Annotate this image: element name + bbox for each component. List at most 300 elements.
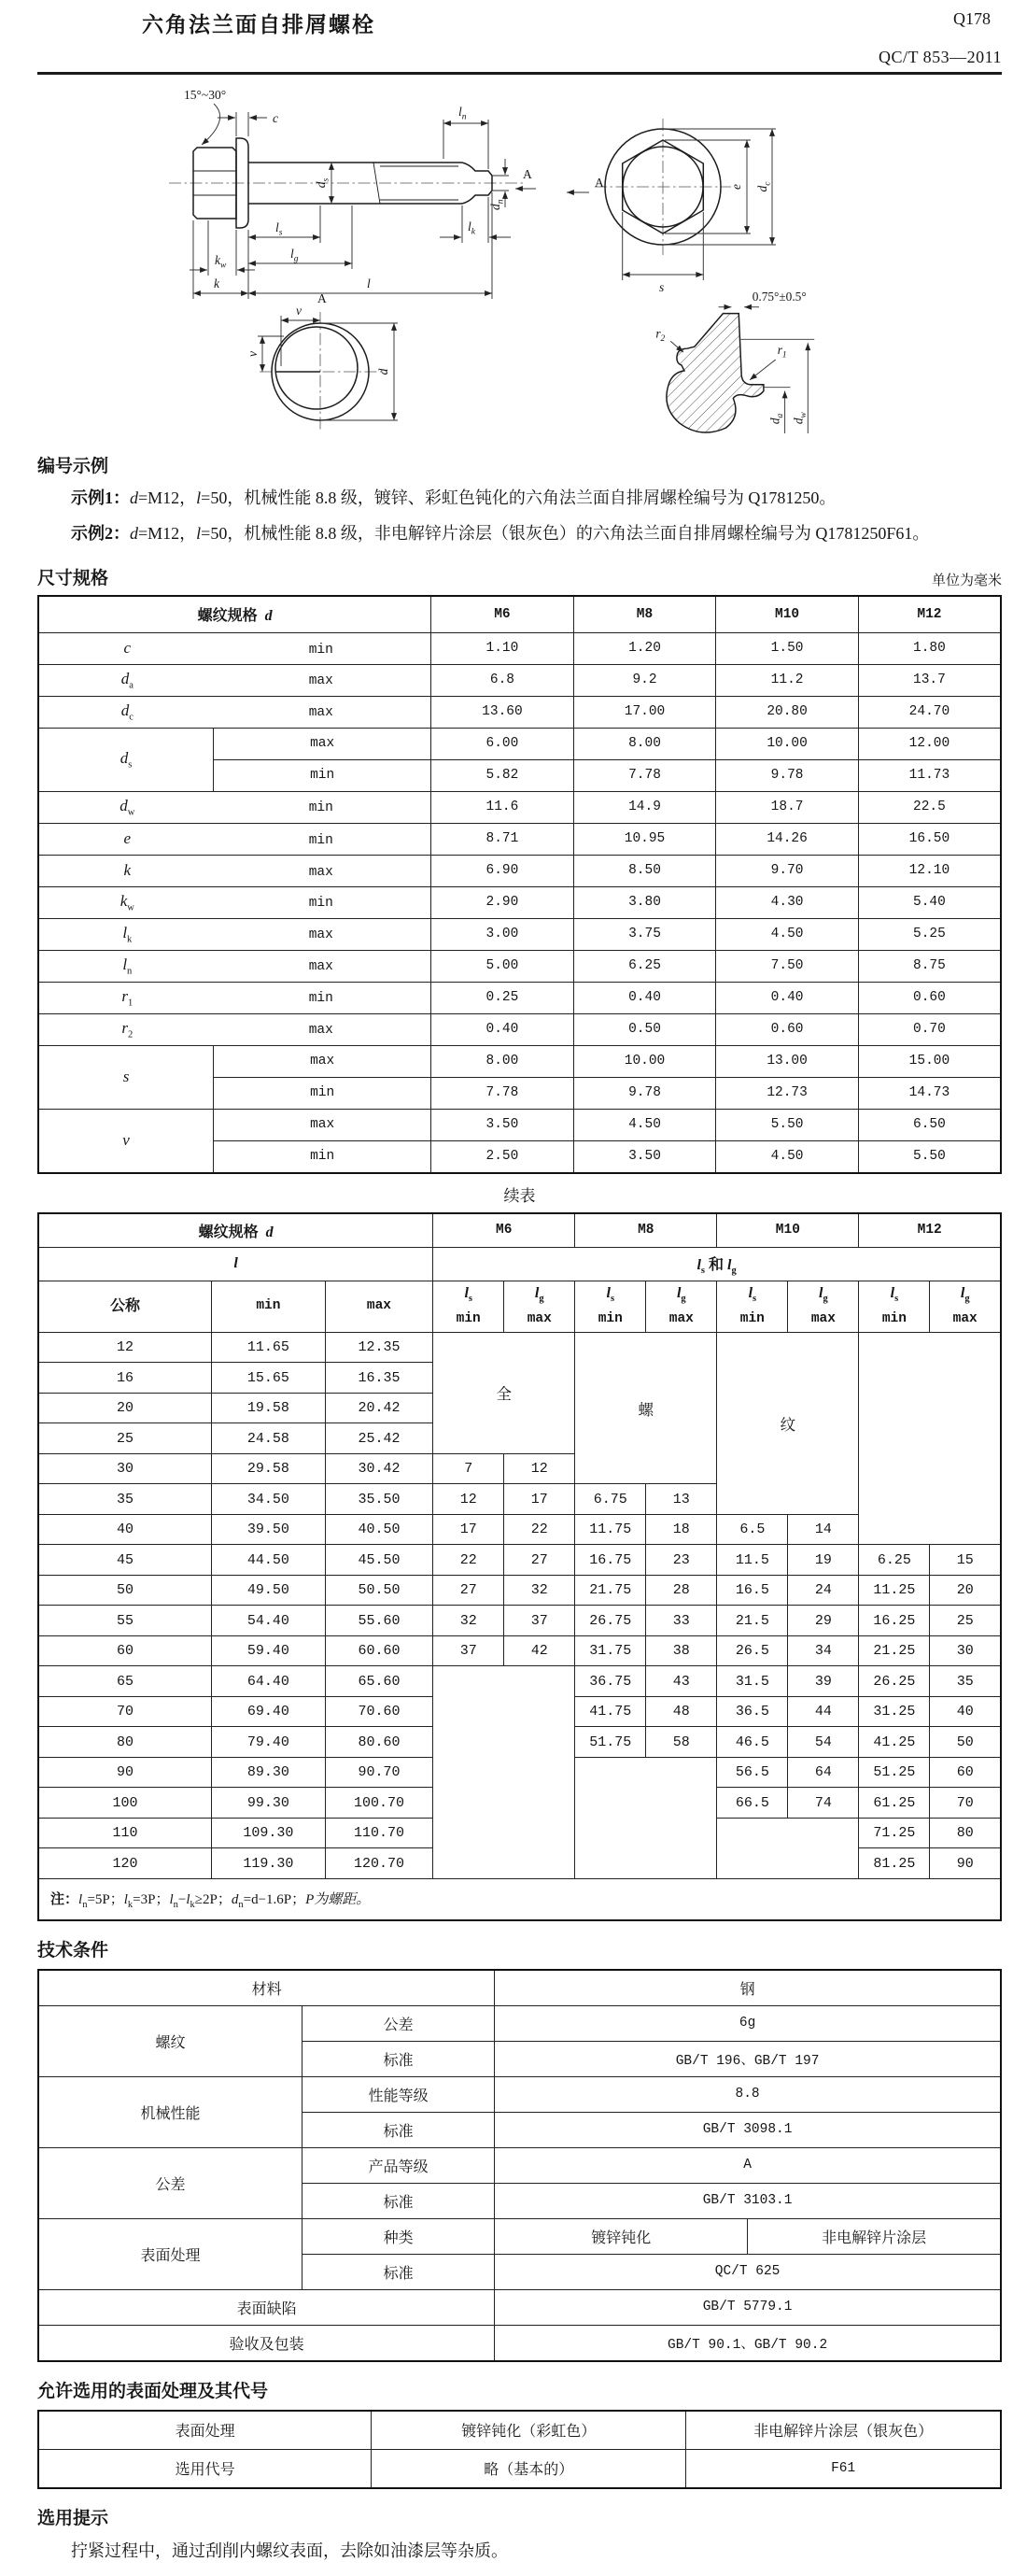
cell: 5.50 <box>858 1140 1001 1173</box>
table-row <box>38 664 1001 696</box>
cell: 24.70 <box>858 696 1001 728</box>
cell: 42 <box>504 1635 575 1666</box>
dim-label-da: $d_a$ <box>767 413 786 425</box>
cell: 66.5 <box>717 1788 788 1819</box>
cell: 8.00 <box>431 1045 574 1077</box>
page-header <box>37 7 1002 64</box>
cell: 54.40 <box>212 1606 326 1636</box>
cell: 36.75 <box>575 1666 646 1697</box>
row-label: 表面处理 <box>38 2218 302 2289</box>
row-label: c min <box>38 632 431 664</box>
centerlines <box>595 119 731 255</box>
part-code: Q178 <box>953 9 991 28</box>
r2-leader <box>670 341 683 352</box>
cell: 60 <box>930 1757 1001 1788</box>
table-row <box>38 855 1001 886</box>
cell: 70 <box>930 1788 1001 1819</box>
cell: 2.50 <box>431 1140 574 1173</box>
selection-tip-heading: 选用提示 <box>37 2508 109 2528</box>
col-header: $l_s$ 和 $l_g$ <box>433 1247 1001 1281</box>
cell: 3.00 <box>431 918 574 950</box>
cell: 0.40 <box>573 982 716 1013</box>
row-label: 标准 <box>302 2041 494 2076</box>
cell: 25.42 <box>325 1423 432 1454</box>
table-row <box>38 1635 1001 1666</box>
cell: 44.50 <box>212 1545 326 1576</box>
r1-leader <box>750 360 776 380</box>
row-label: $r_1$ min <box>38 982 431 1013</box>
cell: 7 <box>433 1453 504 1484</box>
empty-merged-cell <box>575 1757 717 1878</box>
cell: 12 <box>38 1332 212 1363</box>
row-label: 材料 <box>38 1970 495 2006</box>
cell: 11.2 <box>716 664 859 696</box>
cell: 65 <box>38 1666 212 1697</box>
row-label: 种类 <box>302 2218 494 2254</box>
c-extension-lines <box>236 112 248 136</box>
cell: 80.60 <box>325 1727 432 1758</box>
example-1: 示例1：d=M12，l=50，机械性能 8.8 级，镀锌、彩虹色钝化的六角法兰面自排屑螺栓编号为 Q1781250。 <box>71 488 837 507</box>
cell: 89.30 <box>212 1757 326 1788</box>
cell: 56.5 <box>717 1757 788 1788</box>
row-label: $k_w$ min <box>38 886 431 918</box>
cell: 90 <box>38 1757 212 1788</box>
cell: 24.58 <box>212 1423 326 1454</box>
cell: 13.7 <box>858 664 1001 696</box>
cell: 镀锌钝化 <box>495 2218 748 2254</box>
cell: 非电解锌片涂层 <box>748 2218 1001 2254</box>
table-row <box>38 950 1001 982</box>
table-row <box>38 728 1001 759</box>
unit-note: 单位为毫米 <box>931 573 1002 588</box>
selection-tip-text: 拧紧过程中，通过刮削内螺纹表面，去除如油漆层等杂质。 <box>71 2541 508 2560</box>
row-label: $d_w$ min <box>38 791 431 823</box>
cell: 39 <box>788 1666 859 1697</box>
col-header: M10 <box>716 596 859 633</box>
row-label: 表面处理 <box>38 2411 372 2450</box>
row-label: 验收及包装 <box>38 2325 495 2361</box>
table-row <box>38 982 1001 1013</box>
dim-label-dn: $d_n$ <box>488 199 506 210</box>
cell: 30.42 <box>325 1453 432 1484</box>
cell: 48 <box>646 1696 717 1727</box>
cell: 6.8 <box>431 664 574 696</box>
col-header: M8 <box>575 1213 717 1248</box>
row-label: 标准 <box>302 2254 494 2289</box>
cell: 3.50 <box>431 1109 574 1140</box>
row-label: 表面缺陷 <box>38 2289 495 2325</box>
cell: 10.95 <box>573 823 716 855</box>
cell: 14.73 <box>858 1077 1001 1109</box>
cell: 30 <box>930 1635 1001 1666</box>
cell: 22 <box>504 1514 575 1545</box>
table-row <box>38 2076 1001 2112</box>
limit-cell: max <box>214 1109 431 1140</box>
cell: 15.00 <box>858 1045 1001 1077</box>
cell: 110.70 <box>325 1818 432 1848</box>
row-label: s <box>38 1045 214 1109</box>
flange-section-shape <box>667 314 764 432</box>
table-row <box>38 1666 1001 1697</box>
col-header: M6 <box>431 596 574 633</box>
cell: 12.73 <box>716 1077 859 1109</box>
cell: 19 <box>788 1545 859 1576</box>
cell: 15.65 <box>212 1363 326 1394</box>
table-row <box>38 1970 1001 2006</box>
cell: 6.50 <box>858 1109 1001 1140</box>
full-thread-cell: 螺 <box>575 1332 717 1484</box>
cell: 27 <box>504 1545 575 1576</box>
cell: 32 <box>433 1606 504 1636</box>
cell: 6.25 <box>859 1545 930 1576</box>
dim-label-flange-angle: 0.75°±0.5° <box>752 289 807 304</box>
dim-label-k: k <box>214 276 219 290</box>
cell: 11.75 <box>575 1514 646 1545</box>
cell: 74 <box>788 1788 859 1819</box>
cell: 29 <box>788 1606 859 1636</box>
table-row <box>38 1332 1001 1363</box>
dim-label-lg: $l_g$ <box>290 247 299 264</box>
row-label: e min <box>38 823 431 855</box>
standard-number: QC/T 853—2011 <box>878 48 1002 66</box>
figure-block <box>37 75 1002 439</box>
figure-bolt-side-view <box>135 78 537 312</box>
dim-label-r2: $r_2$ <box>655 326 666 344</box>
dim-label-chamfer-angle: 15°~30° <box>184 88 227 102</box>
cell: 4.30 <box>716 886 859 918</box>
cell: GB/T 90.1、GB/T 90.2 <box>495 2325 1001 2361</box>
col-header: $l_s$ min <box>433 1281 504 1332</box>
col-header: min <box>212 1281 326 1332</box>
col-header: 螺纹规格 d <box>38 1213 433 1248</box>
view-a-label: A <box>523 167 532 181</box>
cell: 46.5 <box>717 1727 788 1758</box>
table-row <box>38 2411 1001 2450</box>
cell: GB/T 3098.1 <box>495 2112 1001 2147</box>
cell: 6.75 <box>575 1484 646 1515</box>
cell: 0.50 <box>573 1013 716 1045</box>
table-row <box>38 823 1001 855</box>
cell: 0.60 <box>716 1013 859 1045</box>
cell: 54 <box>788 1727 859 1758</box>
cell: 8.00 <box>573 728 716 759</box>
dimension-heading: 尺寸规格 <box>37 568 109 588</box>
cell: 1.80 <box>858 632 1001 664</box>
empty-merged-cell <box>859 1332 1001 1545</box>
dim-label-v-top: v <box>296 304 302 318</box>
dim-label-l: l <box>367 276 371 290</box>
col-header: $l_g$ max <box>646 1281 717 1332</box>
cell: 14.26 <box>716 823 859 855</box>
cell: 14 <box>788 1514 859 1545</box>
limit-cell: min <box>214 1077 431 1109</box>
cell: A <box>495 2147 1001 2183</box>
dim-label-c: c <box>273 111 278 125</box>
col-header: 螺纹规格 d <box>38 596 431 633</box>
table-row <box>38 1281 1001 1332</box>
cell: 13 <box>646 1484 717 1515</box>
cell: 14.9 <box>573 791 716 823</box>
cell: 9.2 <box>573 664 716 696</box>
cell: 5.00 <box>431 950 574 982</box>
cell: 12 <box>433 1484 504 1515</box>
cell: 30 <box>38 1453 212 1484</box>
col-header: $l_g$ max <box>504 1281 575 1332</box>
cell: 27 <box>433 1575 504 1606</box>
cell: 69.40 <box>212 1696 326 1727</box>
cell: 60.60 <box>325 1635 432 1666</box>
cell: 51.25 <box>859 1757 930 1788</box>
surface-treatment-table <box>37 2410 1002 2489</box>
figure-bolt-end-view <box>556 82 808 316</box>
empty-merged-cell <box>717 1818 859 1878</box>
cell: 34 <box>788 1635 859 1666</box>
col-header: $l_g$ max <box>788 1281 859 1332</box>
cell: 58 <box>646 1727 717 1758</box>
cell: 4.50 <box>716 1140 859 1173</box>
cell: 34.50 <box>212 1484 326 1515</box>
cell: 120 <box>38 1848 212 1879</box>
limit-cell: min <box>214 759 431 791</box>
eccentric-inner-circle <box>275 327 358 409</box>
cell: 0.70 <box>858 1013 1001 1045</box>
col-header: M10 <box>717 1213 859 1248</box>
cell: 41.75 <box>575 1696 646 1727</box>
figure-section-a-view <box>224 290 439 437</box>
cell: 28 <box>646 1575 717 1606</box>
table-row <box>38 886 1001 918</box>
dim-label-kw: $k_w$ <box>215 253 227 271</box>
dim-label-v-left: v <box>246 351 260 357</box>
cell: 99.30 <box>212 1788 326 1819</box>
table-row <box>38 696 1001 728</box>
table-row <box>38 791 1001 823</box>
cell: 22.5 <box>858 791 1001 823</box>
cell: 非电解锌片涂层（银灰色） <box>686 2411 1001 2450</box>
cell: 2.90 <box>431 886 574 918</box>
continued-table-caption: 续表 <box>503 1186 536 1205</box>
cell: 55 <box>38 1606 212 1636</box>
cell: F61 <box>686 2449 1001 2488</box>
cell: 119.30 <box>212 1848 326 1879</box>
cell: 21.5 <box>717 1606 788 1636</box>
surface-treatment-heading: 允许选用的表面处理及其代号 <box>37 2381 269 2401</box>
dim-label-e: e <box>729 184 743 190</box>
cell: 10.00 <box>573 1045 716 1077</box>
row-label: 产品等级 <box>302 2147 494 2183</box>
cell: 33 <box>646 1606 717 1636</box>
col-header: $l_s$ min <box>859 1281 930 1332</box>
cell: 37 <box>433 1635 504 1666</box>
cell: 49.50 <box>212 1575 326 1606</box>
col-header: M8 <box>573 596 716 633</box>
cell: 11.6 <box>431 791 574 823</box>
cell: 4.50 <box>573 1109 716 1140</box>
cell: 70.60 <box>325 1696 432 1727</box>
cell: 1.50 <box>716 632 859 664</box>
cell: 29.58 <box>212 1453 326 1484</box>
cell: 50 <box>38 1575 212 1606</box>
example-2: 示例2：d=M12，l=50，机械性能 8.8 级，非电解锌片涂层（银灰色）的六角法兰面自排屑螺栓编号为 Q1781250F61。 <box>71 524 930 544</box>
cell: 9.78 <box>573 1077 716 1109</box>
cell: 51.75 <box>575 1727 646 1758</box>
cell: 50.50 <box>325 1575 432 1606</box>
cell: 65.60 <box>325 1666 432 1697</box>
cell: 100.70 <box>325 1788 432 1819</box>
limit-cell: min <box>214 1140 431 1173</box>
cell: 16.35 <box>325 1363 432 1394</box>
cell: 45.50 <box>325 1545 432 1576</box>
table-row <box>38 1013 1001 1045</box>
dim-label-r1: $r_1$ <box>777 343 787 361</box>
cell: 50 <box>930 1727 1001 1758</box>
cell: 镀锌钝化（彩虹色） <box>372 2411 686 2450</box>
cell: 5.40 <box>858 886 1001 918</box>
cell: 24 <box>788 1575 859 1606</box>
col-header: $l_s$ min <box>717 1281 788 1332</box>
col-header: 公称 <box>38 1281 212 1332</box>
cell: 11.5 <box>717 1545 788 1576</box>
length-table <box>37 1212 1002 1921</box>
col-header: $l_g$ max <box>930 1281 1001 1332</box>
cell: 40 <box>930 1696 1001 1727</box>
dim-label-d: d <box>376 368 390 375</box>
row-label: $r_2$ max <box>38 1013 431 1045</box>
cell: 37 <box>504 1606 575 1636</box>
cell: 32 <box>504 1575 575 1606</box>
cell: 20 <box>930 1575 1001 1606</box>
cell: 16 <box>38 1363 212 1394</box>
cell: 35 <box>38 1484 212 1515</box>
cell: 11.25 <box>859 1575 930 1606</box>
cell: 0.25 <box>431 982 574 1013</box>
cell: 钢 <box>495 1970 1001 2006</box>
cell: 43 <box>646 1666 717 1697</box>
cell: 6.00 <box>431 728 574 759</box>
col-header: M12 <box>859 1213 1001 1248</box>
dim-label-dw: $d_w$ <box>791 412 809 425</box>
row-label: $l_n$ max <box>38 950 431 982</box>
table-row <box>38 2147 1001 2183</box>
lower-extension-lines <box>193 192 492 299</box>
cell: 120.70 <box>325 1848 432 1879</box>
table-row <box>38 1109 1001 1140</box>
cell: 18 <box>646 1514 717 1545</box>
row-label: 机械性能 <box>38 2076 302 2147</box>
numbering-section <box>37 452 1002 549</box>
table-row <box>38 1606 1001 1636</box>
tech-conditions-table <box>37 1969 1002 2362</box>
view-a-label: A <box>595 176 604 190</box>
row-label: k max <box>38 855 431 886</box>
col-header: l <box>38 1247 433 1281</box>
cell: 12.10 <box>858 855 1001 886</box>
cell: 16.75 <box>575 1545 646 1576</box>
figure-flange-detail <box>640 288 873 437</box>
table-row <box>38 1878 1001 1920</box>
cell: 20.80 <box>716 696 859 728</box>
cell: 8.50 <box>573 855 716 886</box>
table-row <box>38 2289 1001 2325</box>
table-row <box>38 2449 1001 2488</box>
cell: 13.60 <box>431 696 574 728</box>
cell: 81.25 <box>859 1848 930 1879</box>
cell: 1.20 <box>573 632 716 664</box>
cell: 64 <box>788 1757 859 1788</box>
table-row <box>38 1045 1001 1077</box>
cell: 9.78 <box>716 759 859 791</box>
cell: 31.5 <box>717 1666 788 1697</box>
cell: 8.71 <box>431 823 574 855</box>
c7: 15 <box>930 1545 1001 1576</box>
cell: 64.40 <box>212 1666 326 1697</box>
dimension-section-header <box>37 564 1002 589</box>
cell: 20 <box>38 1393 212 1423</box>
cell: 6.90 <box>431 855 574 886</box>
cell: 17 <box>504 1484 575 1515</box>
empty-merged-cell <box>433 1666 575 1879</box>
row-label: $d_a$ max <box>38 664 431 696</box>
cell: 25 <box>930 1606 1001 1636</box>
cell: 79.40 <box>212 1727 326 1758</box>
cell: 26.75 <box>575 1606 646 1636</box>
table-row <box>38 1247 1001 1281</box>
table-row <box>38 1545 1001 1576</box>
cell: 109.30 <box>212 1818 326 1848</box>
cell: 6.25 <box>573 950 716 982</box>
cell: 39.50 <box>212 1514 326 1545</box>
cell: 80 <box>930 1818 1001 1848</box>
dim-label-dc: $d_c$ <box>755 181 773 192</box>
dim-label-ls: $l_s$ <box>275 220 283 238</box>
dim-label-s: s <box>659 280 665 294</box>
cell: 61.25 <box>859 1788 930 1819</box>
cell: 9.70 <box>716 855 859 886</box>
cell: 22 <box>433 1545 504 1576</box>
cell: 10.00 <box>716 728 859 759</box>
row-label: 性能等级 <box>302 2076 494 2112</box>
row-label: 标准 <box>302 2112 494 2147</box>
cell: GB/T 5779.1 <box>495 2289 1001 2325</box>
row-label: 螺纹 <box>38 2005 302 2076</box>
dim-label-lk: $l_k$ <box>468 219 475 237</box>
row-label: 公差 <box>302 2005 494 2041</box>
note-text: 注：$l_n=5P$；$l_k=3P$；$l_n-l_k\ge 2P$；$d_n=d-1.6P$；P为螺距。 <box>38 1878 1001 1920</box>
cell: 16.25 <box>859 1606 930 1636</box>
cell: 12 <box>504 1453 575 1484</box>
cell: 0.40 <box>716 982 859 1013</box>
table-row <box>38 1575 1001 1606</box>
cell: 18.7 <box>716 791 859 823</box>
cell: 26.25 <box>859 1666 930 1697</box>
cell: 110 <box>38 1818 212 1848</box>
cell: 17.00 <box>573 696 716 728</box>
cell: 7.78 <box>573 759 716 791</box>
cell: 45 <box>38 1545 212 1576</box>
cell: 12.00 <box>858 728 1001 759</box>
cell: 100 <box>38 1788 212 1819</box>
cell: 3.50 <box>573 1140 716 1173</box>
table-row <box>38 1213 1001 1248</box>
cell: 16.5 <box>717 1575 788 1606</box>
full-thread-cell: 纹 <box>717 1332 859 1514</box>
cell: 21.25 <box>859 1635 930 1666</box>
row-label: $d_s$ <box>38 728 214 791</box>
cell: 31.75 <box>575 1635 646 1666</box>
cell: 40 <box>38 1514 212 1545</box>
dim-label-ln: $l_n$ <box>458 105 467 122</box>
row-label: 选用代号 <box>38 2449 372 2488</box>
